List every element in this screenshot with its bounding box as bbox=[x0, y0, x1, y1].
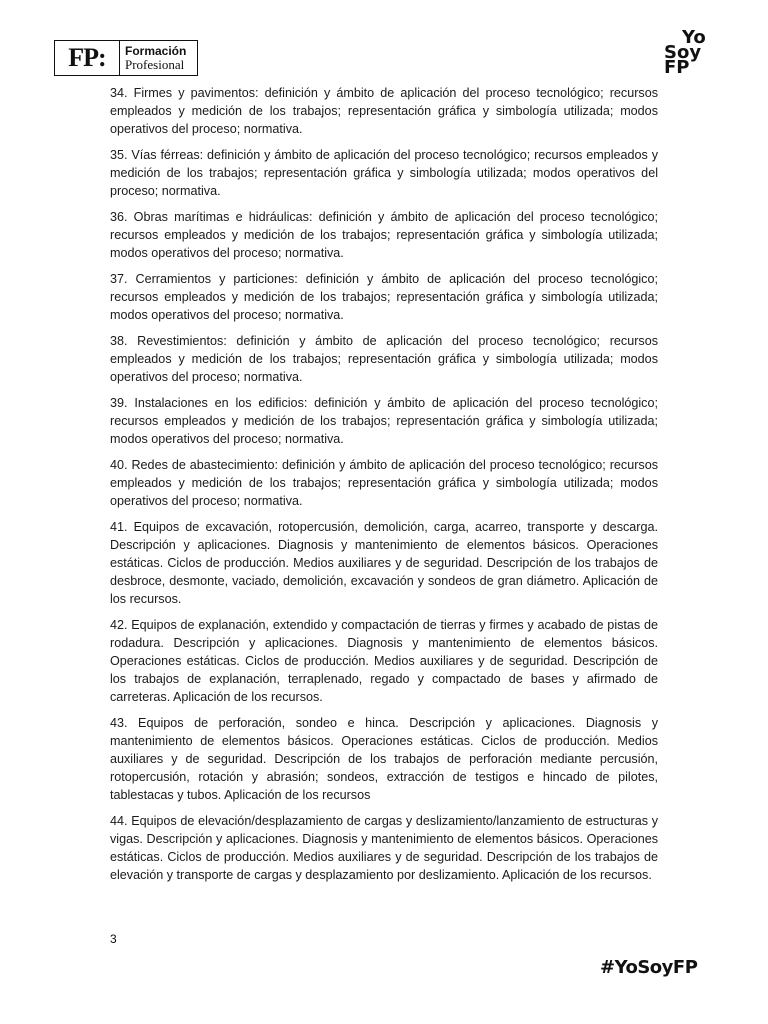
paragraph-37: 37. Cerramientos y particiones: definición y ámbito de aplicación del proceso tecnológico; recursos empleados y medición de los trabajos; representación gráfica y simbología utilizada; modos operativos del proceso; normativa. bbox=[110, 272, 658, 322]
paragraph-38: 38. Revestimientos: definición y ámbito de aplicación del proceso tecnológico; recursos empleados y medición de los trabajos; representación gráfica y simbología utilizada; modos operativos del proceso; normativa. bbox=[110, 334, 658, 384]
paragraph-44: 44. Equipos de elevación/desplazamiento de cargas y deslizamiento/lanzamiento de estructuras y vigas. Descripción y aplicaciones. Diagnosis y mantenimiento de elementos básicos. Operaciones estáticas. Ciclos de producción. Medios auxiliares y de seguridad. Descripción de los trabajos de elevación y transporte de cargas y desplazamiento por deslizamiento. Aplicación de los recursos. bbox=[110, 814, 658, 882]
paragraph-42: 42. Equipos de explanación, extendido y compactación de tierras y firmes y acabado de pistas de rodadura. Descripción y aplicaciones. Diagnosis y mantenimiento de elementos básicos. Operaciones estáticas. Ciclos de producción. Medios auxiliares y de seguridad. Descripción de los trabajos de explanación, terraplenado, regado y compactado de bases y afirmado de carreteras. Aplicación de los recursos. bbox=[110, 618, 658, 704]
fp-logo-line1: Formación bbox=[125, 44, 187, 58]
paragraph-36: 36. Obras marítimas e hidráulicas: definición y ámbito de aplicación del proceso tecnológico; recursos empleados y medición de los trabajos; representación gráfica y simbología utilizada; modos operativos del proceso; normativa. bbox=[110, 210, 658, 260]
yosoyfp-logo-line1: Yo bbox=[682, 27, 706, 48]
yosoyfp-logo bbox=[664, 27, 714, 78]
paragraph-40: 40. Redes de abastecimiento: definición y ámbito de aplicación del proceso tecnológico; recursos empleados y medición de los trabajos; representación gráfica y simbología utilizada; modos operativos del proceso; normativa. bbox=[110, 458, 658, 508]
yosoyfp-logo-line2: Soy bbox=[664, 42, 702, 63]
fp-logo-words bbox=[120, 41, 197, 75]
paragraph-34: 34. Firmes y pavimentos: definición y ámbito de aplicación del proceso tecnológico; recursos empleados y medición de los trabajos; representación gráfica y simbología utilizada; modos operativos del proceso; normativa. bbox=[110, 86, 658, 136]
page-number: 3 bbox=[110, 932, 117, 946]
formacion-profesional-logo bbox=[54, 40, 198, 76]
fp-logo-mark: FP: bbox=[55, 41, 120, 75]
paragraph-41: 41. Equipos de excavación, rotopercusión, demolición, carga, acarreo, transporte y descarga. Descripción y aplicaciones. Diagnosis y mantenimiento de elementos básicos. Operaciones estáticas. Ciclos de producción. Medios auxiliares y de seguridad. Descripción de los trabajos de desbroce, desmonte, vaciado, demolición, excavación y sondeos de gran diámetro. Aplicación de los recursos. bbox=[110, 520, 658, 606]
paragraph-43: 43. Equipos de perforación, sondeo e hinca. Descripción y aplicaciones. Diagnosis y mantenimiento de elementos básicos. Operaciones estáticas. Ciclos de producción. Medios auxiliares y de seguridad. Descripción de los trabajos de perforación mediante percusión, rotopercusión, rotación y abrasión; sondeos, extracción de testigos e hincado de pilotes, tablestacas y tubos. Aplicación de los recursos bbox=[110, 716, 658, 802]
yosoyfp-logo-line3: FP bbox=[664, 57, 690, 78]
fp-logo-line2: Profesional bbox=[125, 57, 185, 72]
hashtag-yosoyfp: #YoSoyFP bbox=[600, 957, 698, 978]
paragraph-35: 35. Vías férreas: definición y ámbito de aplicación del proceso tecnológico; recursos empleados y medición de los trabajos; representación gráfica y simbología utilizada; modos operativos del proceso; normativa. bbox=[110, 148, 658, 198]
paragraph-39: 39. Instalaciones en los edificios: definición y ámbito de aplicación del proceso tecnológico; recursos empleados y medición de los trabajos; representación gráfica y simbología utilizada; modos operativos del proceso; normativa. bbox=[110, 396, 658, 446]
document-body bbox=[110, 84, 658, 892]
